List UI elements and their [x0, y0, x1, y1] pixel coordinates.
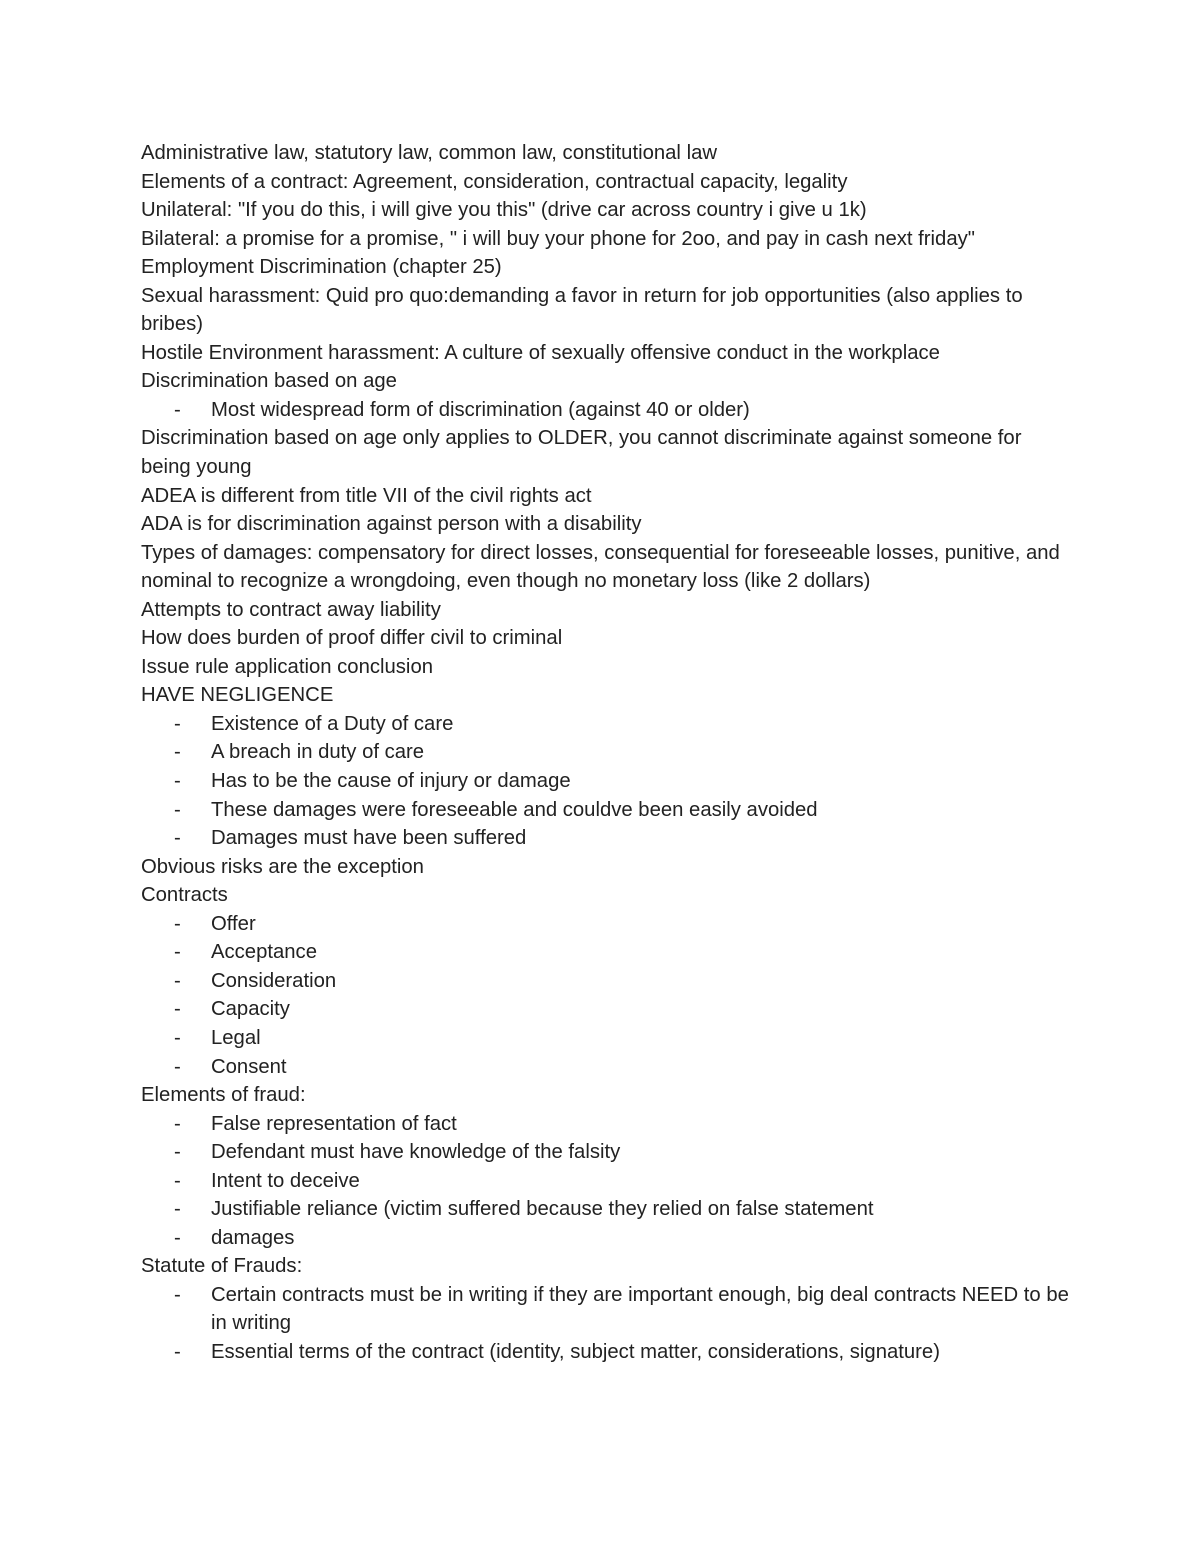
text-line: Employment Discrimination (chapter 25)	[141, 256, 502, 279]
text-line: Obvious risks are the exception	[141, 855, 424, 878]
bullet-text: Essential terms of the contract (identity, subject matter, considerations, signature)	[211, 1340, 940, 1363]
text-line: Statute of Frauds:	[141, 1255, 303, 1278]
bullet-text: Certain contracts must be in writing if they are important enough, big deal contracts NEED to be in writing	[211, 1283, 1069, 1335]
bullet-item	[141, 938, 1071, 967]
bullet-dash-icon: -	[174, 1112, 181, 1135]
bullet-item	[141, 710, 1071, 739]
bullet-item	[141, 995, 1071, 1024]
bullet-item	[141, 1281, 1071, 1338]
bullet-dash-icon: -	[174, 998, 181, 1021]
bullet-text: Intent to deceive	[211, 1169, 360, 1192]
text-line: Unilateral: "If you do this, i will give you this" (drive car across country i give u 1k)	[141, 199, 867, 222]
bullet-text: Has to be the cause of injury or damage	[211, 770, 571, 793]
text-line: Contracts	[141, 884, 228, 907]
text-line: Hostile Environment harassment: A culture of sexually offensive conduct in the workplace	[141, 341, 940, 364]
text-line: Discrimination based on age only applies to OLDER, you cannot discriminate against someone for being young	[141, 427, 1022, 479]
text-line: Discrimination based on age	[141, 370, 397, 393]
bullet-dash-icon: -	[174, 941, 181, 964]
bullet-item	[141, 1167, 1071, 1196]
bullet-dash-icon: -	[174, 1198, 181, 1221]
bullet-text: Existence of a Duty of care	[211, 712, 454, 735]
bullet-item	[141, 1110, 1071, 1139]
bullet-item	[141, 1053, 1071, 1082]
text-line: HAVE NEGLIGENCE	[141, 684, 334, 707]
bullet-item	[141, 738, 1071, 767]
bullet-text: Capacity	[211, 998, 290, 1021]
bullet-item	[141, 1024, 1071, 1053]
bullet-text: Justifiable reliance (victim suffered because they relied on false statement	[211, 1198, 874, 1221]
bullet-dash-icon: -	[174, 1169, 181, 1192]
bullet-dash-icon: -	[174, 798, 181, 821]
bullet-text: Consent	[211, 1055, 287, 1078]
bullet-text: False representation of fact	[211, 1112, 457, 1135]
bullet-text: Offer	[211, 912, 256, 935]
bullet-item	[141, 824, 1071, 853]
bullet-item	[141, 910, 1071, 939]
bullet-text: Most widespread form of discrimination (against 40 or older)	[211, 398, 750, 421]
bullet-item	[141, 767, 1071, 796]
bullet-dash-icon: -	[174, 1026, 181, 1049]
bullet-dash-icon: -	[174, 1283, 181, 1306]
bullet-item	[141, 1195, 1071, 1224]
bullet-text: Legal	[211, 1026, 261, 1049]
text-line: Elements of fraud:	[141, 1084, 306, 1107]
text-line: Administrative law, statutory law, common law, constitutional law	[141, 142, 718, 164]
bullet-dash-icon: -	[174, 912, 181, 935]
bullet-dash-icon: -	[174, 741, 181, 764]
bullet-item	[141, 1338, 1071, 1367]
bullet-item	[141, 396, 1071, 425]
bullet-dash-icon: -	[174, 1055, 181, 1078]
bullet-dash-icon: -	[174, 1340, 181, 1363]
bullet-dash-icon: -	[174, 770, 181, 793]
bullet-text: Damages must have been suffered	[211, 827, 527, 850]
bullet-item	[141, 1138, 1071, 1167]
text-line: How does burden of proof differ civil to criminal	[141, 627, 563, 650]
bullet-dash-icon: -	[174, 398, 181, 421]
bullet-item	[141, 1224, 1071, 1253]
bullet-text: Defendant must have knowledge of the falsity	[211, 1141, 621, 1164]
document-body	[141, 139, 1071, 1367]
text-line: Bilateral: a promise for a promise, " i will buy your phone for 2oo, and pay in cash next friday"	[141, 227, 975, 250]
bullet-dash-icon: -	[174, 712, 181, 735]
bullet-text: A breach in duty of care	[211, 741, 425, 764]
bullet-dash-icon: -	[174, 1226, 181, 1249]
bullet-text: damages	[211, 1226, 295, 1249]
bullet-text: Acceptance	[211, 941, 317, 964]
bullet-dash-icon: -	[174, 1141, 181, 1164]
bullet-text: These damages were foreseeable and couldve been easily avoided	[211, 798, 818, 821]
bullet-item	[141, 967, 1071, 996]
text-line: Attempts to contract away liability	[141, 598, 441, 621]
text-line: Elements of a contract: Agreement, consideration, contractual capacity, legality	[141, 170, 848, 193]
text-line: ADA is for discrimination against person with a disability	[141, 513, 642, 536]
text-line: Issue rule application conclusion	[141, 655, 433, 678]
bullet-item	[141, 796, 1071, 825]
bullet-dash-icon: -	[174, 827, 181, 850]
bullet-text: Consideration	[211, 969, 337, 992]
bullet-dash-icon: -	[174, 969, 181, 992]
text-line: ADEA is different from title VII of the civil rights act	[141, 484, 592, 507]
text-line: Sexual harassment: Quid pro quo:demanding a favor in return for job opportunities (also applies to bribes)	[141, 284, 1023, 336]
text-line: Types of damages: compensatory for direct losses, consequential for foreseeable losses, punitive, and nominal to recognize a wrongdoing, even though no monetary loss (like 2 dollars)	[141, 541, 1060, 593]
